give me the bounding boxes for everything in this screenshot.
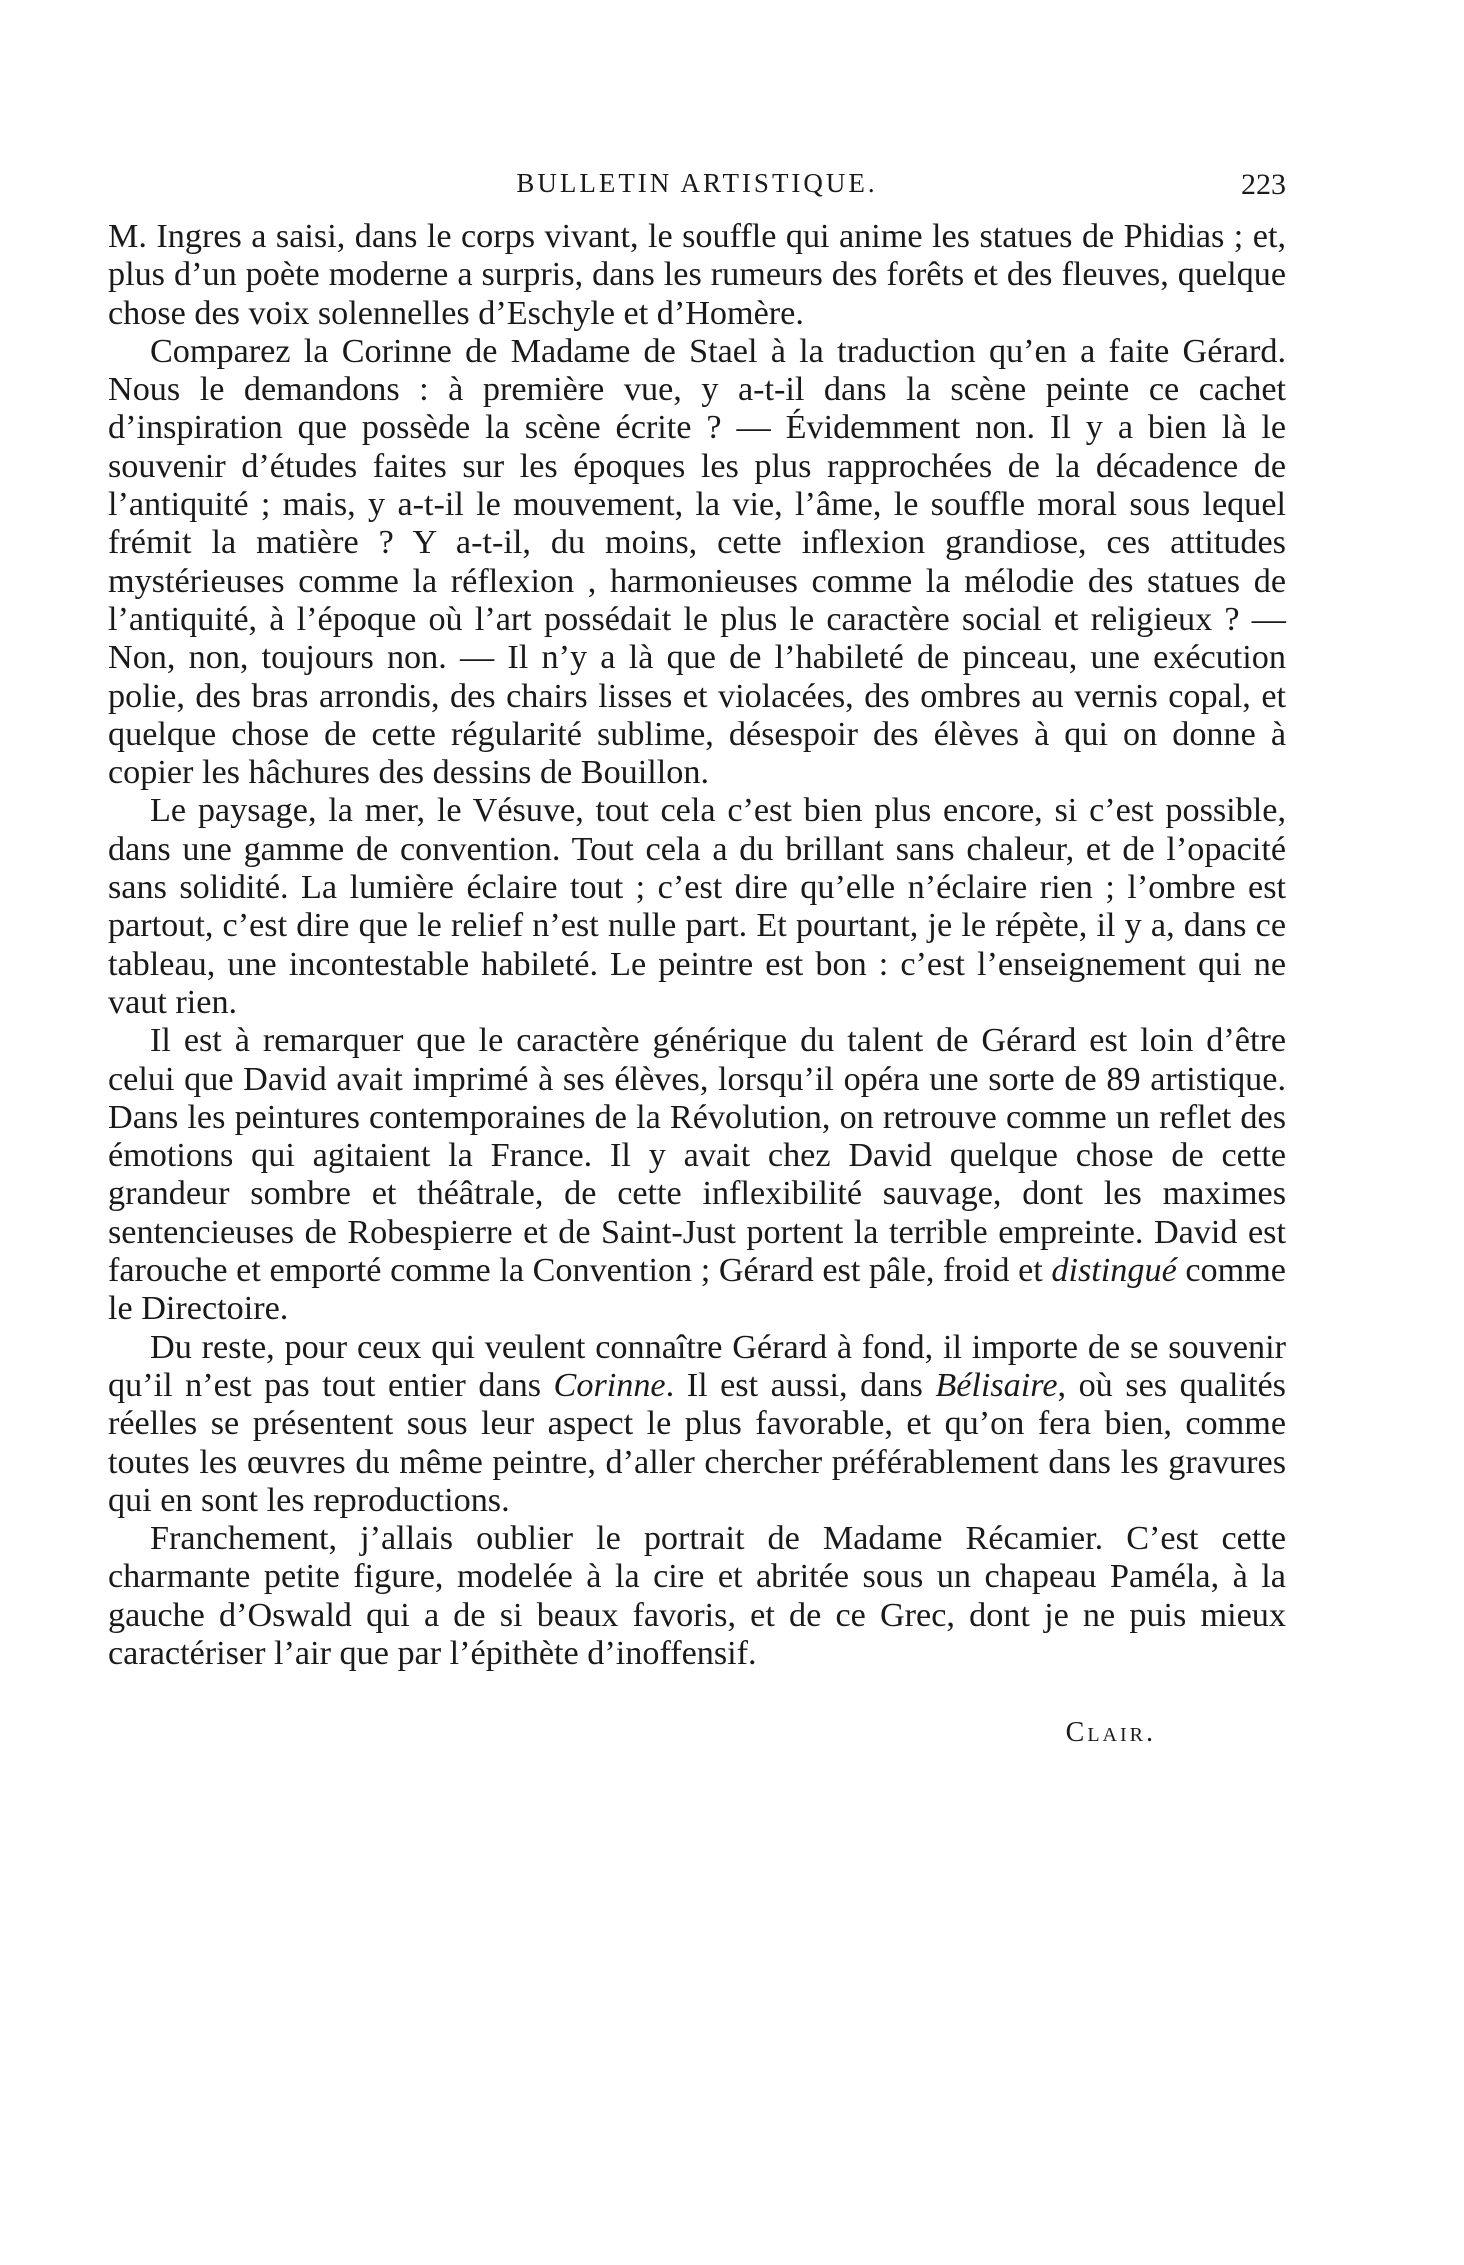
paragraph-text: M. Ingres a saisi, dans le corps vivant, le souffle qui anime les statues de Phidias ; et, plus d’un poète moderne a surpris, dans les rumeurs des forêts et des fleuves, quelque chose des voix solennelles d’Eschyle et d’Homère. — [108, 218, 1286, 332]
page-number: 223 — [1241, 168, 1286, 201]
body-text — [108, 218, 1286, 1673]
paragraph-text: Comparez la Corinne de Madame de Stael à la traduction qu’en a faite Gérard. Nous le demandons : à première vue, y a-t-il dans la scène peinte ce cachet d’inspiration que possède la scène écrite ? — Évidemment non. Il y a bien là le souvenir d’études faites sur les époques les plus rapprochées de la décadence de l’antiquité ; mais, y a-t-il le mouvement, la vie, l’âme, le souffle moral sous lequel frémit la matière ? Y a-t-il, du moins, cette inflexion grandiose, ces attitudes mystérieuses comme la réflexion , harmonieuses comme la mélodie des statues de l’antiquité, à l’époque où l’art possédait le plus le caractère social et religieux ? — Non, non, toujours non. — Il n’y a là que de l’habileté de pinceau, une exécution polie, des bras arrondis, des chairs lisses et violacées, des ombres au vernis copal, et quelque chose de cette régularité sublime, désespoir des élèves à qui on donne à copier les hâchures des dessins de Bouillon. — [108, 332, 1286, 792]
paragraph-text: . Il est aussi, dans — [665, 1366, 936, 1404]
paragraph-text: Il est à remarquer que le caractère générique du talent de Gérard est loin d’être celui que David avait imprimé à ses élèves, lorsqu’il opéra une sorte de 89 artistique. Dans les peintures contemporaines de la Révolution, on retrouve comme un reflet des émotions qui agitaient la France. Il y avait chez David quelque chose de cette grandeur sombre et théâtrale, de cette inflexibilité sauvage, dont les maximes sentencieuses de Robespierre et de Saint-Just portent la terrible empreinte. David est farouche et emporté comme la Convention ; Gérard est pâle, froid et — [108, 1022, 1286, 1290]
paragraph-text: comme le Directoire. — [108, 1252, 1286, 1328]
italic-word: distingué — [1051, 1252, 1177, 1290]
paragraph-text: Le paysage, la mer, le Vésuve, tout cela c’est bien plus encore, si c’est possible, dans une gamme de convention. Tout cela a du brillant sans chaleur, et de l’opacité sans solidité. La lumière éclaire tout ; c’est dire qu’elle n’éclaire rien ; l’ombre est partout, c’est dire que le relief n’est nulle part. Et pourtant, je le répète, il y a, dans ce tableau, une incontestable habileté. Le peintre est bon : c’est l’enseignement qui ne vaut rien. — [108, 792, 1286, 1021]
running-title: BULLETIN ARTISTIQUE. — [516, 168, 878, 198]
paragraph — [108, 333, 1286, 793]
paragraph — [108, 1520, 1286, 1673]
paragraph — [108, 1022, 1286, 1328]
italic-word: Corinne — [553, 1366, 666, 1404]
signature: Clair. — [1065, 1717, 1156, 1749]
paragraph — [108, 792, 1286, 1022]
paragraph-text: Franchement, j’allais oublier le portrait de Madame Récamier. C’est cette charmante petite figure, modelée à la cire et abritée sous un chapeau Paméla, à la gauche d’Oswald qui a de si beaux favoris, et de ce Grec, dont je ne puis mieux caractériser l’air que par l’épithète d’inoffensif. — [108, 1520, 1286, 1672]
paragraph-text: Du reste, pour ceux qui veulent connaître Gérard à fond, il importe de se souvenir qu’il n’est pas tout entier dans — [108, 1328, 1286, 1404]
paragraph-text: , où ses qualités réelles se présentent sous leur aspect le plus favorable, et qu’on fera bien, comme toutes les œuvres du même peintre, d’aller chercher préférablement dans les gravures qui en sont les reproductions. — [108, 1366, 1286, 1519]
italic-word: Bélisaire — [935, 1366, 1058, 1404]
running-head — [108, 168, 1286, 216]
document-page — [108, 168, 1286, 1749]
paragraph — [108, 1329, 1286, 1520]
paragraph — [108, 218, 1286, 333]
